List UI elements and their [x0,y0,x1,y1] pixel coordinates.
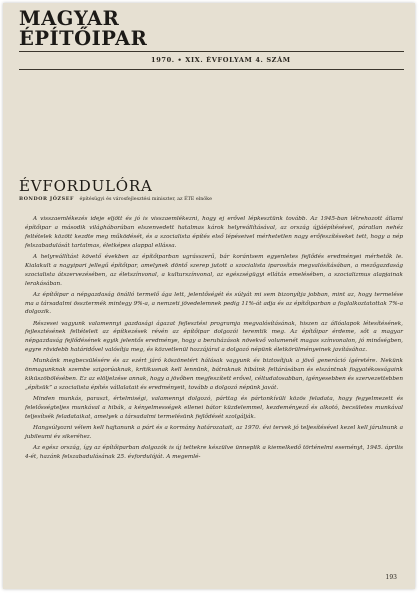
paragraph: Hangsúlyozni vélem kell hajtanunk a párt és a kormány határozatait, az 1970. évi tervek jó teljesítésével kezel kell járulnunk a jubileumi év sikeréhez. [25,425,403,440]
paragraph: A visszaemlékezés ideje eljött és jó is visszaemlékezni, hogy ej erővel lépkesztünk tovább. Az 1945-ban létrehozott állami építőipar a második világháborúban elszenvedett hatalmas károk helyreállításával, az ország újjáépítésével, páratlan nehéz feltételek között kezdte meg működését, és a szocialista építés első lépéseivel mérhetetlen nagy erőfeszítéseket tett, hogy a nép felszabadulását tartalmas, életképes alappal ellássa. [25,216,403,249]
paragraph: Részesei vagyunk valamennyi gazdasági ágazat fejlesztési programja megvalósításának, hiszen az állóalapok létesítésének, fejlesztésének feltételeit az építkezések révén az építőipar dolgozói teremtik meg. Az építőipar érdeme, sőt a magyar népgazdaság fejlődésének egyik jelentős eredménye, hogy a beruházások növekvő volumenét magas színvonalon, jó minőségben, egyre rövidebb határidővel valósítja meg, és közvetlenül hozzájárul a dolgozó népünk életkörülményeinek javításához. [25,320,403,354]
byline [19,196,212,202]
article-title: ÉVFORDULÓRA [19,177,153,195]
masthead-line-1: MAGYAR [19,7,120,30]
masthead-rule-bottom [19,69,404,70]
author-name: BONDOR JÓZSEF [19,196,74,202]
paragraph: Minden munkás, paraszt, értelmiségi, valamennyi dolgozó, párttag és pártonkívüli közös feladata, hogy fegyelmezett és felelősségteljes munkával a hibák, a kényelmességek ellenei bátor küzdelemmel, kezdeményező és alkotó, becsületes munkával teljesítsék feladataikat, amelyek a társadalmi termelésünk fejlődését szolgálják. [25,396,403,420]
masthead [19,9,219,49]
article-body [25,215,403,464]
masthead-line-2: ÉPÍTŐIPAR [19,27,148,50]
page-number: 193 [385,574,397,581]
masthead-rule-top [19,51,404,52]
paragraph: Az építőipar a népgazdaság önálló termelő ága lett, jelentőségét és súlyát mi sem bizonyítja jobban, mint az, hogy termelése ma a társadalmi össztermék mintegy 9%-a, a nemzeti jövedelemnek pedig 11%-át adja és az építőiparban a foglalkoztatottak 7%-a dolgozik. [25,291,403,316]
paragraph: Az egész ország, így az építőiparban dolgozók is új tettekre készülve ünneplik a kiemelkedő történelmi eseményt, 1945. április 4-ét, hazánk felszabadulásának 25. évfordulóját. A megemlé- [25,445,403,460]
magazine-page [3,3,415,589]
issue-line: 1970. • XIX. ÉVFOLYAM 4. SZÁM [151,56,291,64]
paragraph: Munkánk megbecsülésére és az ezért járó köszönetért hálásak vagyunk és biztosítjuk a jövő generáció ígéretére. Nekünk önmagunknak szembe szigorúaknak, kritikusnak kell lennünk, bátraknak hibáink feltárásában és elszántnak fogyatékosságaink kiküszöbölésében. Ez az elöljelzése annak, hogy a jövőben megfeszített erővel, céltudatosabban, igényesebben és szervezettebben „építsük” a szocialista építés vállalatait és eredményeit, tovább a dolgozó népünk javát. [25,358,403,392]
author-role: építésügyi és városfejlesztési miniszter, az ÉTE elnöke [79,197,212,202]
paragraph: A helyreállítást követő években az építőiparban ugrásszerű, bár korántsem egyenletes fejlődés eredményei mérhetők le. Kialakult a nagyipari jellegű építőipar, amelynek döntő szerep jutott a szocialista iparosítás megvalósításában, a mezőgazdaság szocialista átszervezésében, az életszínvonal, a kulturszínvonal, az egészségügyi ellátás emelésében, a szocializmus alapjainak lerakásában. [25,253,403,287]
